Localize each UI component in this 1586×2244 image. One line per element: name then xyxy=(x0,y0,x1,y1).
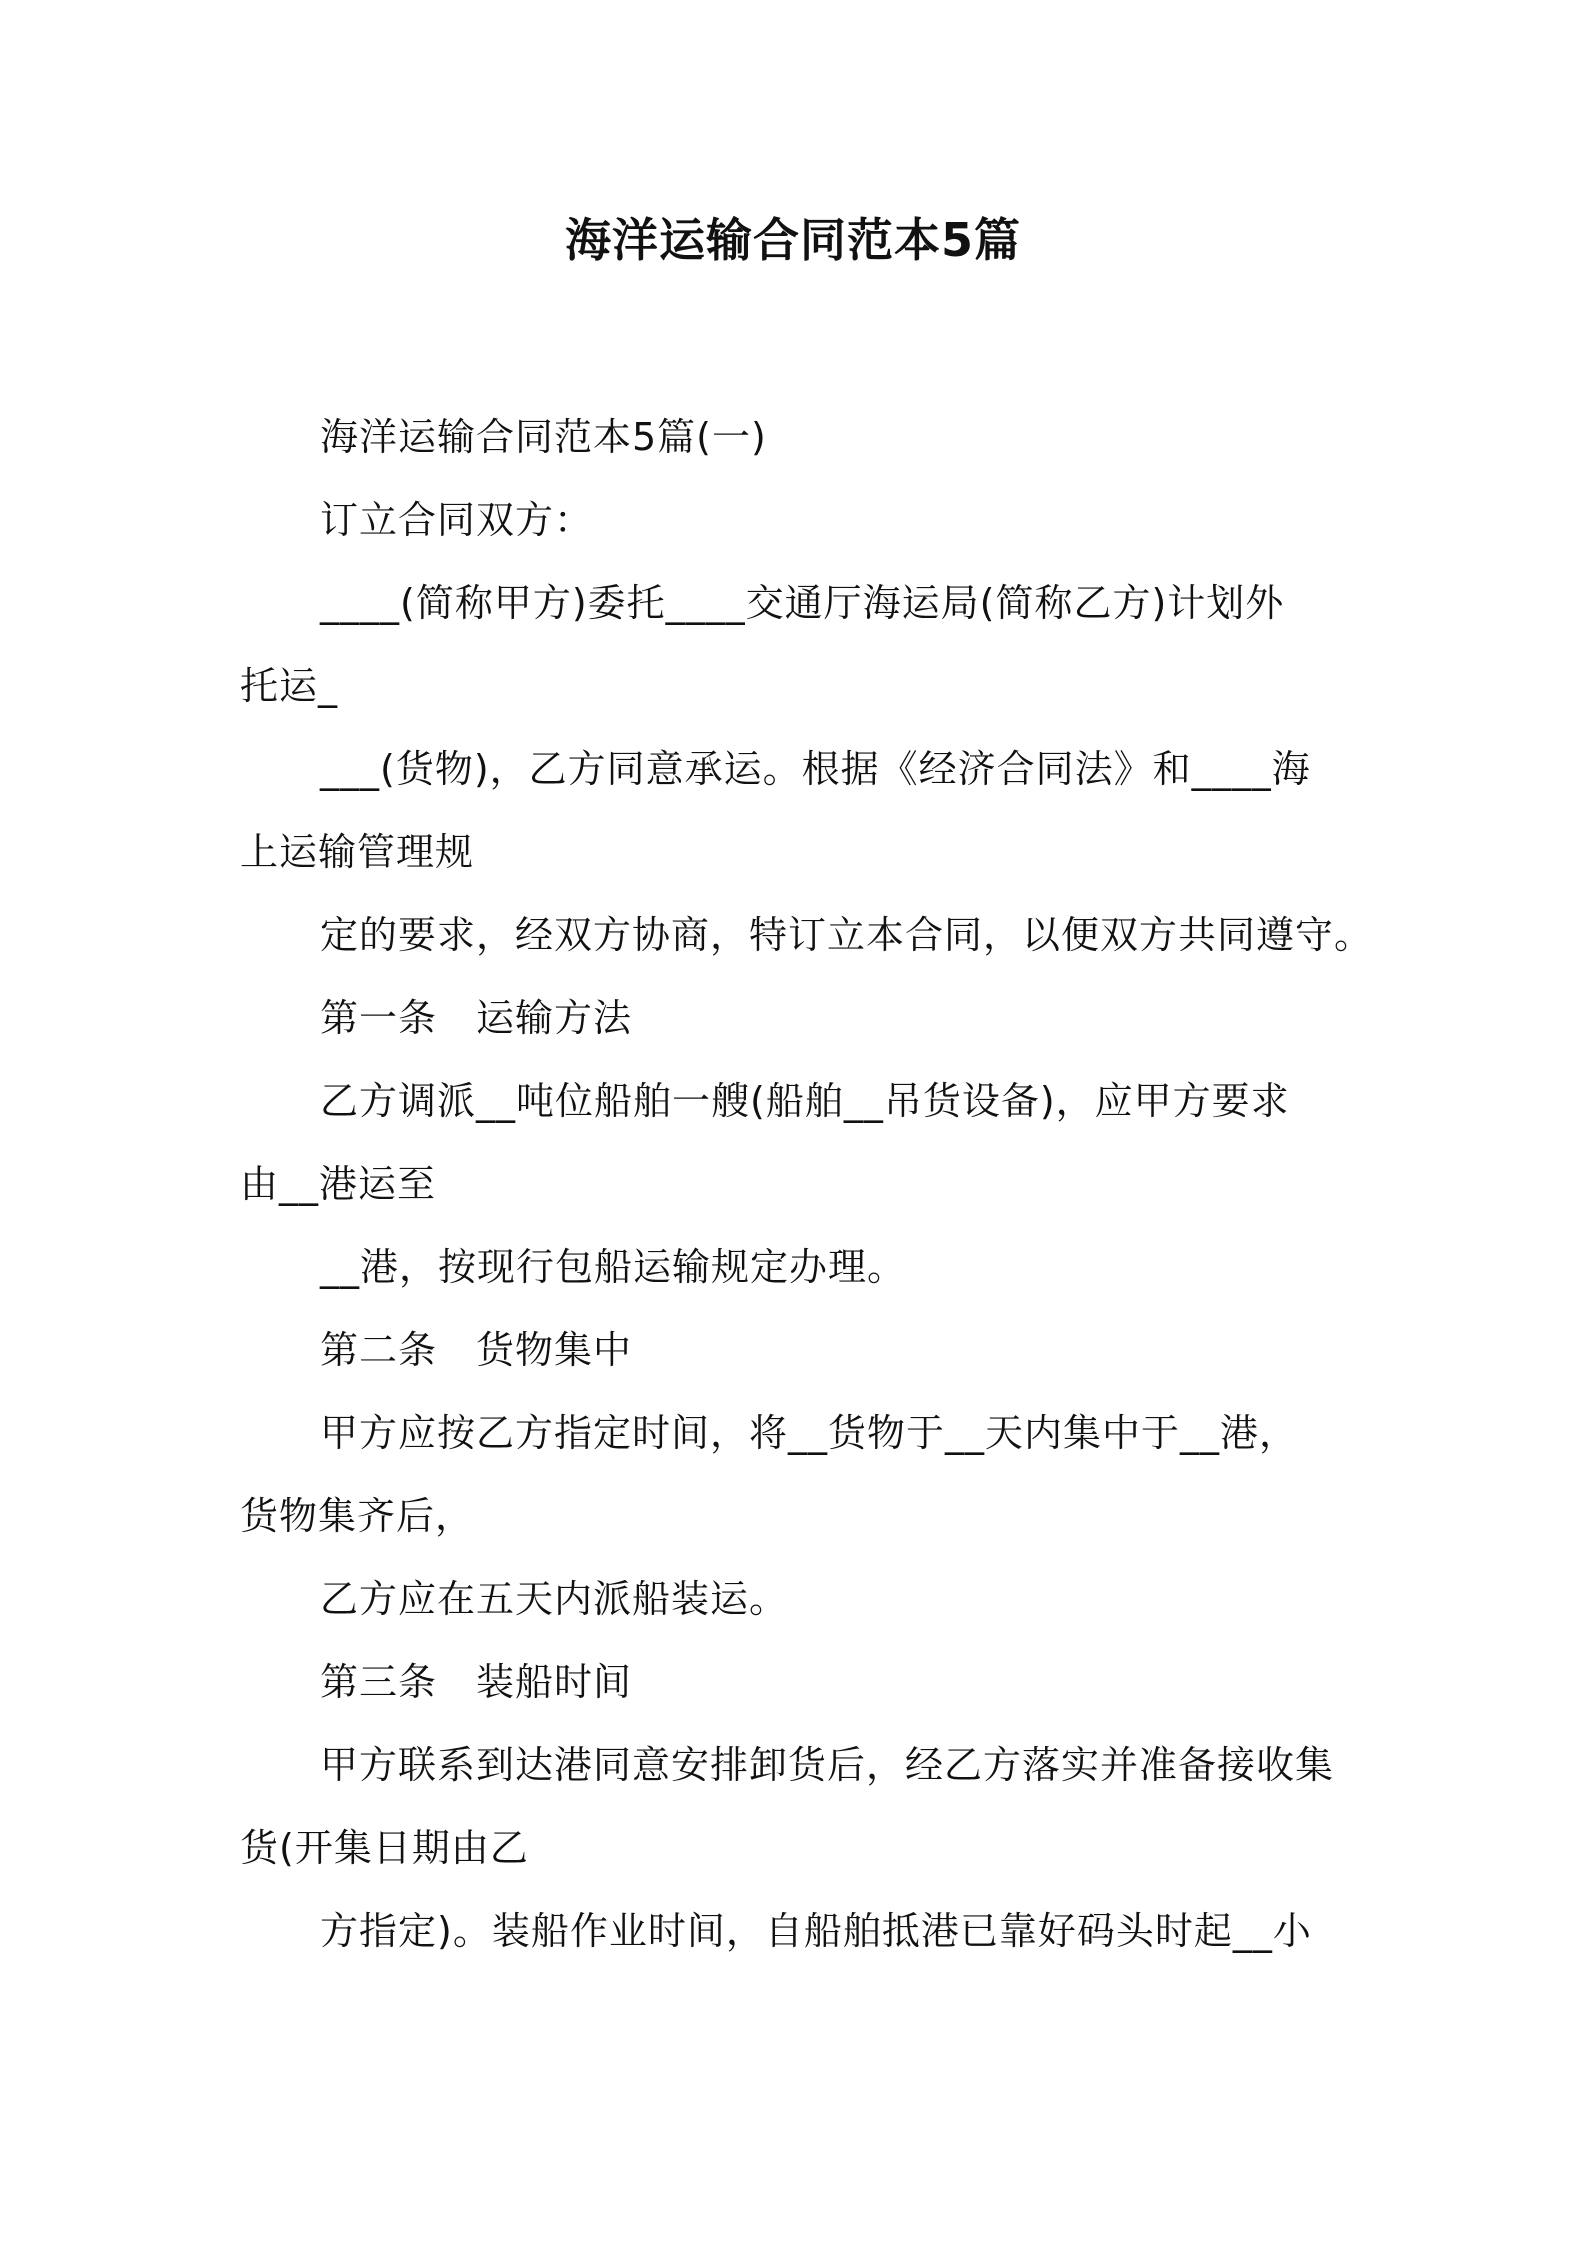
paragraph-line: 甲方应按乙方指定时间，将__货物于__天内集中于__港， xyxy=(320,1411,1299,1455)
paragraph-line: 上运输管理规 xyxy=(240,830,475,874)
paragraph-line: 甲方联系到达港同意安排卸货后，经乙方落实并准备接收集 xyxy=(320,1743,1335,1787)
document-title: 海洋运输合同范本5篇 xyxy=(564,213,1021,267)
paragraph-line: __港，按现行包船运输规定办理。 xyxy=(320,1245,907,1289)
paragraph-line: 乙方调派__吨位船舶一艘(船舶__吊货设备)，应甲方要求 xyxy=(320,1079,1290,1123)
paragraph-line: 由__港运至 xyxy=(240,1162,437,1206)
paragraph-line: 方指定)。装船作业时间，自船舶抵港已靠好码头时起__小 xyxy=(320,1909,1312,1953)
article-heading: 第一条 运输方法 xyxy=(320,996,633,1040)
paragraph-line: 托运_ xyxy=(240,664,339,708)
paragraph-line: ____(简称甲方)委托____交通厅海运局(简称乙方)计划外 xyxy=(320,581,1285,625)
paragraph-line: 货(开集日期由乙 xyxy=(240,1826,529,1870)
paragraph-line: 订立合同双方： xyxy=(320,498,594,542)
paragraph-line: 乙方应在五天内派船装运。 xyxy=(320,1577,789,1621)
article-heading: 第三条 装船时间 xyxy=(320,1660,633,1704)
section-heading: 海洋运输合同范本5篇(一) xyxy=(320,415,767,459)
paragraph-line: 货物集齐后， xyxy=(240,1494,475,1538)
article-heading: 第二条 货物集中 xyxy=(320,1328,633,1372)
paragraph-line: 定的要求，经双方协商，特订立本合同，以便双方共同遵守。 xyxy=(320,913,1374,957)
paragraph-line: ___(货物)，乙方同意承运。根据《经济合同法》和____海 xyxy=(320,747,1311,791)
